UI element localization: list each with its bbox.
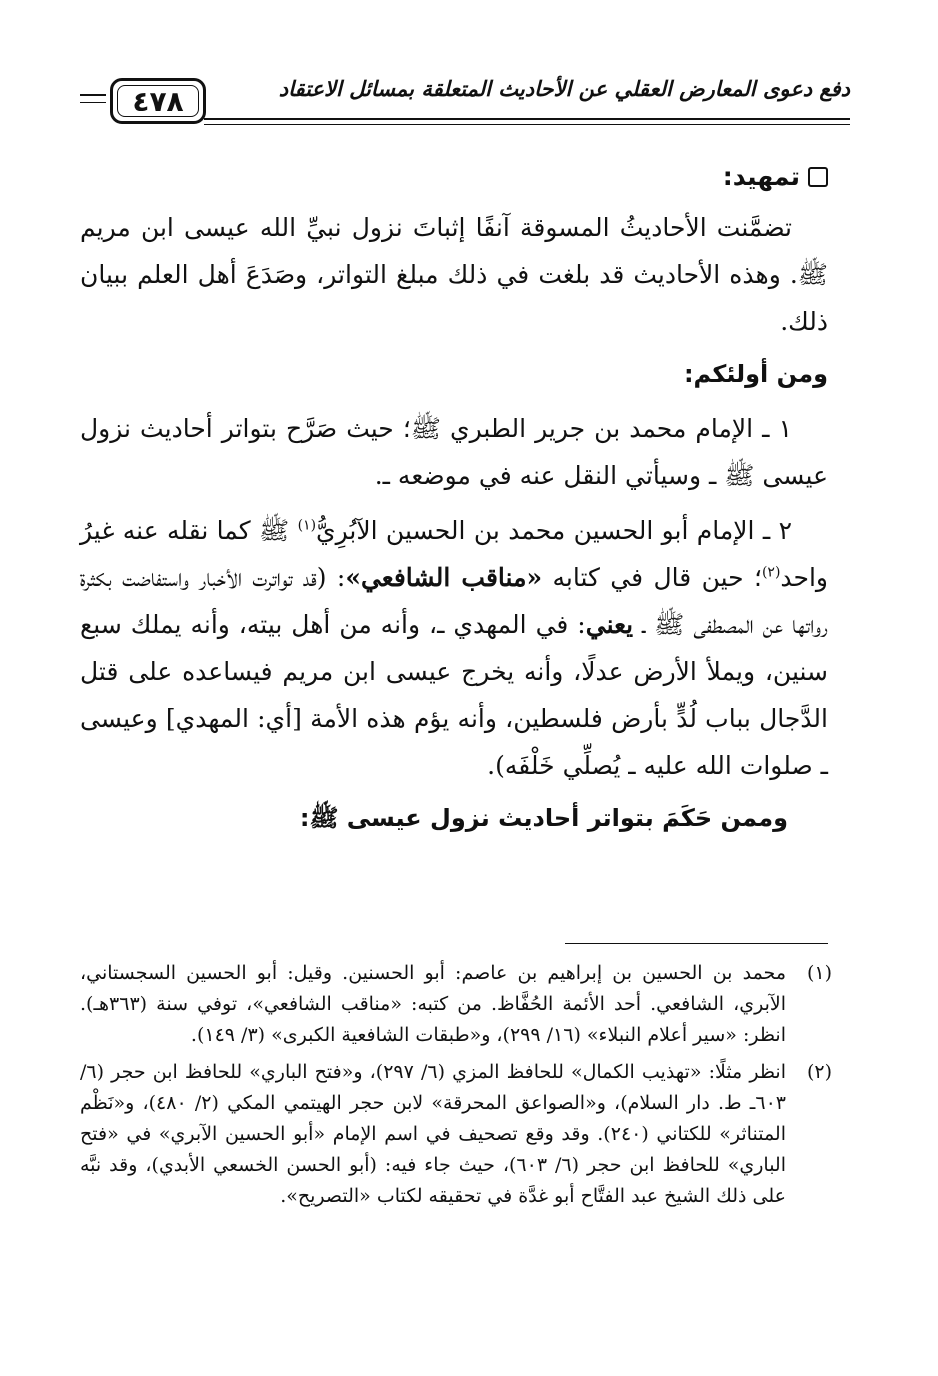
running-header <box>80 70 850 130</box>
footnotes <box>80 958 832 1218</box>
footnote-ref-2: (٢) <box>761 564 781 581</box>
yani-word: يعني <box>585 610 634 639</box>
footnote-number: (١) <box>806 962 832 984</box>
item-1-paragraph: ١ ـ الإمام محمد بن جرير الطبري ﷺ؛ حيث صَرَّح بتواتر أحاديث نزول عيسى ﷺ ـ وسيأتي النقل عنه في موضعه ـ. <box>80 414 828 490</box>
main-text <box>80 150 828 849</box>
section-heading-text: تمهيد: <box>722 162 800 191</box>
item-2-part-b: ﷺ كما نقله عنه غيرُ واحد <box>80 516 829 592</box>
square-bullet-icon <box>808 167 828 187</box>
footnote-number: (٢) <box>806 1061 832 1083</box>
header-rule-right <box>204 118 850 120</box>
running-title: دفع دعوى المعارض العقلي عن الأحاديث المتعلقة بمسائل الاعتقاد <box>278 76 850 101</box>
item-2-part-e: : في المهدي ـ، وأنه من أهل بيته، وأنه يملك سبع سنين، ويملأ الأرض عدلًا، وأنه يخرج عيسى ابن مريم فيساعده على قتل الدَّجال بباب لُدٍّ بأرض فلسطين، وأنه يؤم هذه الأمة [أي: المهدي] وعيسى ـ صلوات الله عليه ـ يُصلِّي خَلْفَه). <box>80 610 828 780</box>
book-title: «مناقب الشافعي» <box>345 563 543 592</box>
footnote-1 <box>80 958 832 1051</box>
section-heading <box>80 150 828 204</box>
footnote-2 <box>80 1057 832 1212</box>
header-rule-left-thin <box>80 102 106 103</box>
page-number <box>110 78 206 124</box>
item-2-paragraph <box>80 507 828 789</box>
subheading-those: ومن أولئكم: <box>683 360 828 388</box>
footnote-text: محمد بن الحسين بن إبراهيم بن عاصم: أبو الحسنين. وقيل: أبو الحسين السجستاني، الآبري، الشافعي. أحد الأئمة الحُفَّاظ. من كتبه: «مناقب الشافعي»، توفي سنة (٣٦٣هـ). انظر: «سير أعلام النبلاء» (١٦/ ٢٩٩)، و«طبقات الشافعية الكبرى» (٣/ ١٤٩). <box>80 962 786 1046</box>
footnote-text: انظر مثلًا: «تهذيب الكمال» للحافظ المزي (٦/ ٢٩٧)، و«فتح الباري» للحافظ ابن حجر (٦/ ٦٠٣ـ ط. دار السلام)، و«الصواعق المحرقة» لابن حجر الهيتمي المكي (٢/ ٤٨٠)، و«نَظْم المتناثر» للكتاني (٢٤٠). وقد وقع تصحيف في اسم الإمام «أبو الحسين الآبري» في «فتح الباري» للحافظ ابن حجر (٦/ ٦٠٣)، حيث جاء فيه: (أبو الحسن الخسعي الأبدي)، وقد نبَّه على ذلك الشيخ عبد الفتَّاح أبو غدَّة في تحقيقه لكتاب «التصريح». <box>80 1061 786 1207</box>
item-2-part-a: ٢ ـ الإمام أبو الحسين محمد بن الحسين الآبُرِيُّ <box>316 516 792 545</box>
page-number-text: ٤٧٨ <box>132 84 184 118</box>
intro-paragraph: تضمَّنت الأحاديثُ المسوقة آنفًا إثباتَ نزول نبيِّ الله عيسى ابن مريم ﷺ. وهذه الأحاديث قد بلغت في ذلك مبلغ التواتر، وصَدَعَ أهل العلم ببيان ذلك. <box>80 213 828 336</box>
footnote-ref-1: (١) <box>297 517 317 534</box>
header-rule-right-thin <box>204 124 850 125</box>
subheading-tawatur: وممن حَكَمَ بتواتر أحاديث نزول عيسى ﷺ: <box>299 804 788 832</box>
item-2-part-d: : (قد تواترت الأخبار واستفاضت بكثرة رواتها عن المصطفى ﷺ ـ <box>80 563 828 639</box>
item-2-part-c: ؛ حين قال في كتابه <box>542 563 762 592</box>
footnote-separator <box>565 943 828 944</box>
header-rule-left <box>80 94 106 96</box>
